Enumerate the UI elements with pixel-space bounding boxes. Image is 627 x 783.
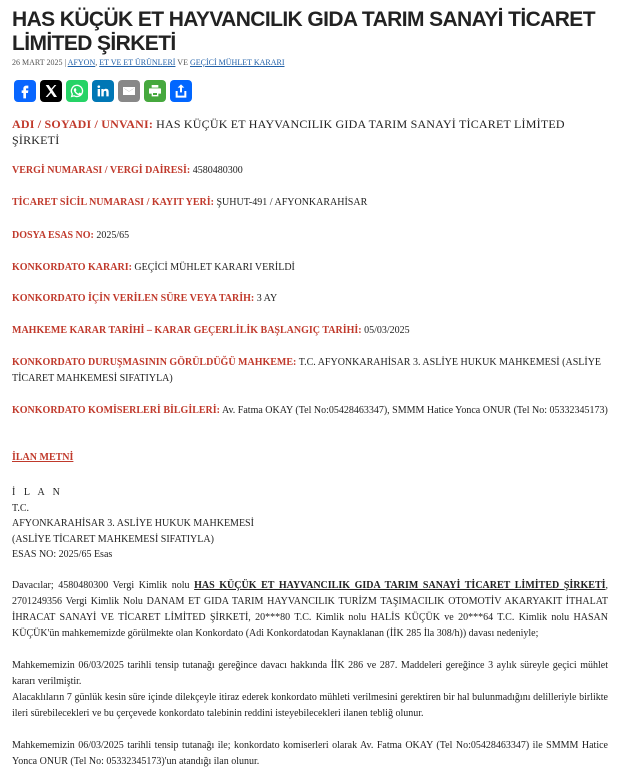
tax-value: 4580480300	[192, 165, 243, 176]
file-label: DOSYA ESAS NO:	[12, 230, 94, 241]
notice-paragraph-1: Davacılar; 4580480300 Vergi Kimlik nolu HAS KÜÇÜK ET HAYVANCILIK GIDA TARIM SANAYİ TİCARET LİMİTED ŞİRKETİ, 2701249356 Vergi Kimlik Nolu DANAM ET GIDA TARIM HAYVANCILIK TURİZM TAŞIMACILIK OTOMOTİV AKARYAKIT İTHALAT İHRACAT SANAYİ VE TİCARET LİMİTED ŞİRKETİ, 20***80 T.C. Kimlik nolu HALİS KÜÇÜK ve 20***64 T.C. Kimlik nolu HASAN KÜÇÜK'ün mahkememizde görülmekte olan Konkordato (Adi Konkordatodan Kaynaklanan (İİK 285 İla 308/h)) davası nedeniyle;	[12, 580, 609, 639]
notice-paragraph-4: Mahkememizin 06/03/2025 tarihli tensip tutanağı ile; konkordato komiserleri olarak Av. Fatma OKAY (Tel No:05428463347) ile SMMM Hatice Yonca ONUR (Tel No: 05332345173)'un atandığı ilan olunur.	[12, 740, 608, 767]
decision-value: GEÇİCİ MÜHLET KARARI VERİLDİ	[134, 262, 295, 273]
name-label: ADI / SOYADI / UNVANI:	[12, 117, 154, 131]
trade-value: ŞUHUT-491 / AFYONKARAHİSAR	[216, 197, 368, 208]
field-name	[12, 116, 612, 148]
notice-line-tc: T.C.	[12, 502, 30, 514]
company-name-bold: HAS KÜÇÜK ET HAYVANCILIK GIDA TARIM SANAYİ TİCARET LİMİTED ŞİRKETİ	[194, 580, 606, 591]
file-value: 2025/65	[96, 230, 130, 241]
field-court	[12, 355, 612, 387]
court-value: T.C. AFYONKARAHİSAR 3. ASLİYE HUKUK MAHKEMESİ (ASLİYE TİCARET MAHKEMESİ SIFATIYLA)	[12, 357, 602, 384]
facebook-icon[interactable]	[14, 80, 36, 102]
commissioner-value: Av. Fatma OKAY (Tel No:05428463347), SMMM Hatice Yonca ONUR (Tel No: 05332345173)	[221, 405, 608, 416]
field-commissioners	[12, 403, 612, 419]
whatsapp-icon[interactable]	[66, 80, 88, 102]
linkedin-icon[interactable]	[92, 80, 114, 102]
period-value: 3 AY	[256, 293, 278, 304]
commissioner-label: KONKORDATO KOMİSERLERİ BİLGİLERİ:	[12, 405, 221, 416]
date-label: MAHKEME KARAR TARİHİ – KARAR GEÇERLİLİK BAŞLANGIÇ TARİHİ:	[12, 325, 362, 336]
decision-label: KONKORDATO KARARI:	[12, 262, 132, 273]
notice-paragraph-2: Mahkememizin 06/03/2025 tarihli tensip tutanağı gereğince davacı hakkında İİK 286 ve 287. Maddeleri gereğince 3 aylık süreyle geçici mühlet kararı verilmiştir.	[12, 660, 608, 687]
print-icon[interactable]	[144, 80, 166, 102]
x-icon[interactable]	[40, 80, 62, 102]
category-link-afyon[interactable]: AFYON	[67, 58, 96, 67]
notice-paragraph-3: Alacaklıların 7 günlük kesin süre içinde dilekçeyle itiraz ederek konkordato mühleti verilmesini gerektiren bir hal bulunmadığını delilleriyle birlikte ileri sürebilecekleri ve bu çerçevede konkordato talebinin reddini isteyebilecekleri ilanen tebliğ olunur.	[12, 692, 608, 719]
field-file-no	[12, 228, 612, 244]
post-meta: 26 MART 2025 | AFYON, ET VE ET ÜRÜNLERİ VE GEÇİCİ MÜHLET KARARI	[12, 58, 285, 67]
court-label: KONKORDATO DURUŞMASININ GÖRÜLDÜĞÜ MAHKEME:	[12, 357, 297, 368]
tax-label: VERGİ NUMARASI / VERGİ DAİRESİ:	[12, 165, 191, 176]
email-icon[interactable]	[118, 80, 140, 102]
notice-line-ilan: İ L A N	[12, 487, 63, 498]
trade-label: TİCARET SİCİL NUMARASI / KAYIT YERİ:	[12, 197, 214, 208]
notice-header: İLAN METNİ	[12, 452, 74, 463]
field-period	[12, 291, 612, 307]
field-trade-registry	[12, 195, 612, 211]
notice-line-esas: ESAS NO: 2025/65 Esas	[12, 549, 113, 560]
share-buttons	[14, 80, 192, 102]
post-date: 26 MART 2025	[12, 58, 63, 67]
notice-line-court: AFYONKARAHİSAR 3. ASLİYE HUKUK MAHKEMESİ	[12, 518, 254, 529]
notice-header-block	[12, 485, 612, 563]
period-label: KONKORDATO İÇİN VERİLEN SÜRE VEYA TARİH:	[12, 293, 255, 304]
notice-line-capacity: (ASLİYE TİCARET MAHKEMESİ SIFATIYLA)	[12, 533, 214, 545]
date-value: 05/03/2025	[364, 325, 410, 336]
category-link-et[interactable]: ET VE ET ÜRÜNLERİ	[99, 58, 176, 67]
category-link-mühlet[interactable]: GEÇİCİ MÜHLET KARARI	[189, 58, 285, 67]
field-decision-date	[12, 323, 612, 339]
field-decision	[12, 260, 612, 276]
page-title: HAS KÜÇÜK ET HAYVANCILIK GIDA TARIM SANAYİ TİCARET LİMİTED ŞİRKETİ	[12, 8, 595, 55]
share-icon[interactable]	[170, 80, 192, 102]
field-tax	[12, 163, 612, 179]
name-value: HAS KÜÇÜK ET HAYVANCILIK GIDA TARIM SANAYİ TİCARET LİMİTED ŞİRKETİ	[12, 117, 565, 147]
